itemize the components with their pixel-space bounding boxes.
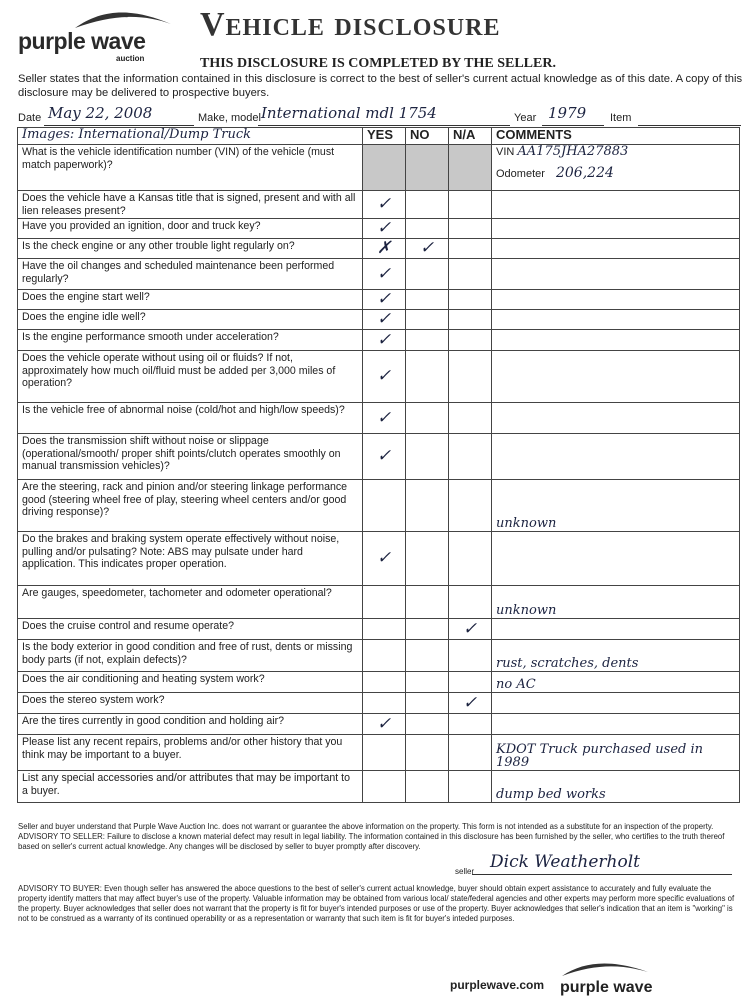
table-row — [18, 259, 740, 290]
checkbox-no[interactable] — [406, 640, 449, 672]
vin-value[interactable]: AA175JHA27883 — [517, 144, 629, 159]
question-text: Does the vehicle have a Kansas title that is signed, present and with all lien releases present? — [18, 191, 363, 219]
checkbox-no[interactable] — [406, 434, 449, 480]
comment-cell[interactable] — [492, 219, 740, 239]
checkbox-no[interactable] — [406, 672, 449, 693]
question-text: Does the vehicle operate without using oil or fluids? If not, approximately how much oil/fluid must be added per 3,000 miles of operation? — [18, 351, 363, 403]
checkbox-na[interactable] — [449, 714, 492, 735]
seller-label: seller — [455, 867, 475, 876]
question-text: Is the check engine or any other trouble light regularly on? — [18, 239, 363, 259]
table-row — [18, 693, 740, 714]
comment-cell[interactable] — [492, 351, 740, 403]
table-row — [18, 672, 740, 693]
table-row — [18, 310, 740, 330]
checkbox-yes[interactable]: ✗ — [363, 239, 406, 259]
comment-cell[interactable] — [492, 693, 740, 714]
comment-cell[interactable] — [492, 714, 740, 735]
checkbox-yes[interactable] — [363, 480, 406, 532]
question-text: Is the body exterior in good condition and free of rust, dents or missing body parts (if not, explain defects)? — [18, 640, 363, 672]
checkbox-na[interactable] — [449, 259, 492, 290]
table-row — [18, 586, 740, 619]
question-text: Does the cruise control and resume operate? — [18, 619, 363, 640]
disclosure-table — [17, 127, 740, 803]
checkbox-na[interactable] — [449, 480, 492, 532]
checkbox-yes[interactable] — [363, 693, 406, 714]
table-row — [18, 191, 740, 219]
table-row — [18, 239, 740, 259]
table-row — [18, 330, 740, 351]
checkbox-yes[interactable]: ✓ — [363, 310, 406, 330]
comment-cell[interactable] — [492, 403, 740, 434]
checkbox-na[interactable] — [449, 735, 492, 771]
comment-cell[interactable]: unknown — [492, 480, 740, 532]
comment-cell[interactable] — [492, 330, 740, 351]
checkbox-na[interactable] — [449, 351, 492, 403]
purple-wave-logo — [18, 10, 178, 70]
table-row — [18, 145, 740, 191]
checkbox-na[interactable] — [449, 771, 492, 803]
question-text: Is the engine performance smooth under acceleration? — [18, 330, 363, 351]
footer-url[interactable]: purplewave.com — [450, 978, 545, 992]
checkbox-yes[interactable]: ✓ — [363, 532, 406, 586]
checkbox-yes[interactable]: ✓ — [363, 191, 406, 219]
comment-cell[interactable]: no AC — [492, 672, 740, 693]
footer-logo — [560, 962, 652, 997]
checkbox-no[interactable] — [406, 693, 449, 714]
question-text: Have you provided an ignition, door and truck key? — [18, 219, 363, 239]
checkbox-na[interactable] — [449, 434, 492, 480]
checkbox-no[interactable] — [406, 480, 449, 532]
checkbox-na[interactable] — [449, 239, 492, 259]
logo-text: purple wave — [18, 28, 146, 54]
odometer-label: Odometer — [496, 167, 545, 180]
checkbox-yes[interactable] — [363, 145, 406, 191]
table-row — [18, 219, 740, 239]
question-text: Please list any recent repairs, problems and/or other history that you think may be important to a buyer. — [18, 735, 363, 771]
checkbox-no[interactable] — [406, 532, 449, 586]
year-field[interactable]: 1979 — [548, 104, 587, 122]
vin-label: VIN — [496, 146, 515, 158]
seller-signature[interactable]: Dick Weatherholt — [490, 852, 640, 872]
question-text: Do the brakes and braking system operate effectively without noise, pulling and/or pulsating? Note: ABS may pulsate under hard application. This indicates proper operation. — [18, 532, 363, 586]
header-comments: COMMENTS — [492, 128, 740, 145]
checkbox-yes[interactable] — [363, 672, 406, 693]
header-na: N/A — [449, 128, 492, 145]
checkbox-yes[interactable]: ✓ — [363, 714, 406, 735]
question-text: Does the transmission shift without noise or slippage (operational/smooth/ proper shift points/clutch operates smoothly on manual transmission vehicles)? — [18, 434, 363, 480]
checkbox-no[interactable] — [406, 403, 449, 434]
question-text: What is the vehicle identification number (VIN) of the vehicle (must match paperwork)? — [18, 145, 363, 191]
checkbox-no[interactable] — [406, 310, 449, 330]
odometer-value[interactable]: 206,224 — [555, 164, 614, 181]
checkbox-yes[interactable]: ✓ — [363, 403, 406, 434]
footer-logo-text: purple wave — [560, 979, 653, 996]
question-text: Is the vehicle free of abnormal noise (cold/hot and high/low speeds)? — [18, 403, 363, 434]
date-field[interactable]: May 22, 2008 — [48, 104, 153, 122]
checkbox-no[interactable] — [406, 259, 449, 290]
checkbox-yes[interactable]: ✓ — [363, 290, 406, 310]
question-text: Does the air conditioning and heating system work? — [18, 672, 363, 693]
checkbox-no[interactable] — [406, 351, 449, 403]
question-text: Are gauges, speedometer, tachometer and odometer operational? — [18, 586, 363, 619]
checkbox-na[interactable]: ✓ — [449, 619, 492, 640]
table-row — [18, 735, 740, 771]
table-row — [18, 434, 740, 480]
checkbox-no[interactable] — [406, 714, 449, 735]
question-text: Are the steering, rack and pinion and/or steering linkage performance good (steering wheel free of play, steering wheel centers and/or good driving response)? — [18, 480, 363, 532]
checkbox-na[interactable] — [449, 532, 492, 586]
comment-cell[interactable] — [492, 619, 740, 640]
model-field[interactable]: International mdl 1754 — [261, 104, 437, 122]
table-row — [18, 640, 740, 672]
table-row — [18, 619, 740, 640]
checkbox-no[interactable] — [406, 290, 449, 310]
images-note: Images: International/Dump Truck — [18, 128, 363, 145]
checkbox-na[interactable] — [449, 310, 492, 330]
question-text: Have the oil changes and scheduled maintenance been performed regularly? — [18, 259, 363, 290]
comment-cell[interactable] — [492, 145, 740, 191]
checkbox-yes[interactable] — [363, 640, 406, 672]
comment-cell[interactable] — [492, 290, 740, 310]
comment-cell[interactable] — [492, 259, 740, 290]
checkbox-yes[interactable] — [363, 771, 406, 803]
table-row — [18, 771, 740, 803]
checkbox-na[interactable] — [449, 191, 492, 219]
table-row — [18, 403, 740, 434]
question-text: Does the engine idle well? — [18, 310, 363, 330]
checkbox-no[interactable] — [406, 145, 449, 191]
table-row — [18, 532, 740, 586]
year-label: Year — [514, 112, 537, 124]
table-row — [18, 480, 740, 532]
intro-text: Seller states that the information contained in this disclosure is correct to the best of seller's current actual knowledge as of this date. A copy of this disclosure may be delivered to prospective buyers. — [18, 73, 743, 99]
question-text: Does the stereo system work? — [18, 693, 363, 714]
page-title: Vehicle disclosure — [200, 6, 501, 43]
comment-cell[interactable] — [492, 434, 740, 480]
checkbox-na[interactable]: ✓ — [449, 693, 492, 714]
logo-sub: auction — [116, 54, 145, 63]
checkbox-no[interactable] — [406, 771, 449, 803]
checkbox-na[interactable] — [449, 403, 492, 434]
checkbox-no[interactable]: ✓ — [406, 239, 449, 259]
advisory-buyer-text: ADVISORY TO BUYER: Even though seller has answered the aboce questions to the best of seller's current actual knowledge, buyer should obtain expert assistance to accurately and fully evaluate the property identify matters that may affect buyer's use of the property. Valuable information may be obtained from various local/ state/federal agencies and other experts may perform more specific evaluations of the property. Buyer acknowledges that seller does not warrant that the property is fit for buyer's intended purposes or use of the property. Buyer acknowledges that seller's indication that an item is "working" is not to be construed as a warranty of its continued operability or as a representation or warranty that such item is fit for buyer's inteded purposes. — [18, 884, 735, 923]
question-text: Does the engine start well? — [18, 290, 363, 310]
table-row — [18, 714, 740, 735]
checkbox-na[interactable] — [449, 640, 492, 672]
checkbox-no[interactable] — [406, 586, 449, 619]
checkbox-no[interactable] — [406, 619, 449, 640]
wave-icon — [560, 962, 650, 978]
disclaimer-text: Seller and buyer understand that Purple Wave Auction Inc. does not warrant or guarantee the above information on the property. This form is not intended as a substitute for an inspection of the property. ADVISORY TO SELLER: Failure to disclose a known material defect may result in legal liability. The information contained in this disclosure has been furnished by the seller, who certifies to the truth thereof based on seller's current actual knowledge. Any changes will be disclosed by seller to buyer promptly after discovery. — [18, 822, 725, 851]
header-yes: YES — [363, 128, 406, 145]
checkbox-no[interactable] — [406, 219, 449, 239]
comment-cell[interactable] — [492, 310, 740, 330]
checkbox-na[interactable] — [449, 290, 492, 310]
checkbox-yes[interactable] — [363, 586, 406, 619]
page-subtitle: THIS DISCLOSURE IS COMPLETED BY THE SELLER. — [200, 56, 556, 71]
item-label: Item — [610, 112, 632, 124]
comment-cell[interactable]: rust, scratches, dents — [492, 640, 740, 672]
checkbox-yes[interactable] — [363, 735, 406, 771]
meta-row — [18, 106, 743, 128]
checkbox-yes[interactable]: ✓ — [363, 351, 406, 403]
question-text: List any special accessories and/or attributes that may be important to a buyer. — [18, 771, 363, 803]
comment-cell[interactable] — [492, 191, 740, 219]
comment-cell[interactable]: unknown — [492, 586, 740, 619]
checkbox-na[interactable] — [449, 330, 492, 351]
table-row — [18, 290, 740, 310]
question-text: Are the tires currently in good condition and holding air? — [18, 714, 363, 735]
checkbox-yes[interactable] — [363, 619, 406, 640]
checkbox-na[interactable] — [449, 586, 492, 619]
checkbox-yes[interactable]: ✓ — [363, 434, 406, 480]
checkbox-yes[interactable]: ✓ — [363, 330, 406, 351]
comment-cell[interactable] — [492, 532, 740, 586]
date-label: Date — [18, 112, 42, 124]
checkbox-na[interactable] — [449, 145, 492, 191]
checkbox-na[interactable] — [449, 672, 492, 693]
checkbox-na[interactable] — [449, 219, 492, 239]
header-no: NO — [406, 128, 449, 145]
model-label: Make, model — [198, 112, 261, 124]
checkbox-no[interactable] — [406, 735, 449, 771]
table-row — [18, 351, 740, 403]
checkbox-no[interactable] — [406, 330, 449, 351]
comment-cell[interactable]: dump bed works — [492, 771, 740, 803]
checkbox-yes[interactable]: ✓ — [363, 219, 406, 239]
comment-cell[interactable] — [492, 239, 740, 259]
checkbox-yes[interactable]: ✓ — [363, 259, 406, 290]
checkbox-no[interactable] — [406, 191, 449, 219]
comment-cell[interactable]: KDOT Truck purchased used in 1989 — [492, 735, 740, 771]
